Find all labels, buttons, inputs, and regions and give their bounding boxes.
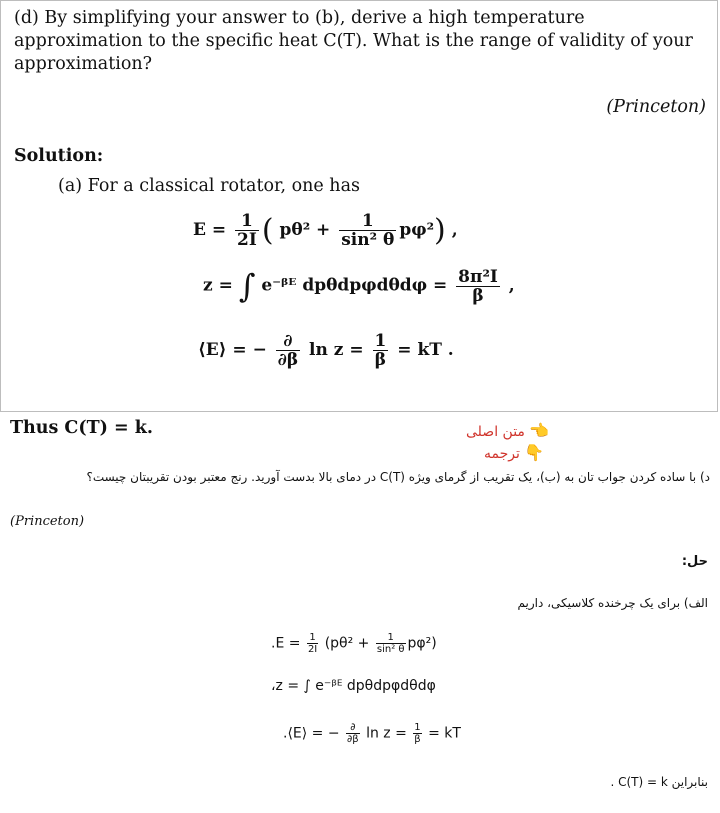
persian-equation-partition: ،z = ∫ e⁻ᵝᴱ dpθdpφdθdφ: [271, 678, 436, 694]
eq3-mid: ln z =: [309, 340, 364, 360]
eq1-p-phi: pφ²: [399, 220, 435, 240]
eq1-trail: ,: [451, 220, 458, 240]
eq2-lhs: z =: [203, 275, 233, 296]
original-text-badge[interactable]: 👈 متن اصلی: [466, 421, 550, 440]
persian-source-label: (Princeton): [10, 514, 85, 529]
persian-part-a-intro: الف) برای یک چرخنده کلاسیکی، داریم: [517, 596, 708, 610]
eq3-fraction-1: $\frac{\partial}{\partial\beta}$: [277, 331, 299, 370]
eq1-fraction-2: $\frac{1}{\text{sin² θ}}$: [341, 211, 395, 250]
persian-equation-energy: .E = $\frac{1}{2I}$ (pθ² + $\frac{1}{\text{sin² θ}}$ pφ²): [271, 632, 437, 655]
eq2-trail: ,: [508, 275, 515, 296]
eq3-lhs: ⟨E⟩ = −: [198, 340, 267, 360]
eq1-lhs: E =: [193, 220, 227, 240]
persian-question-d: د) با ساده کردن جواب تان به (ب)، یک تقریب از گرمای ویژه C(T) در دمای بالا بدست آورید. رنج معتبر بودن تقریبتان چیست؟: [86, 470, 710, 484]
equation-mean-energy: [198, 332, 454, 369]
eq3-rhs: = kT .: [397, 340, 454, 360]
question-d-text: (d) By simplifying your answer to (b), derive a high temperature approximation to the specific heat C(T). What is the range of validity of your approximation?: [14, 8, 693, 74]
equation-energy: E = $\frac{1}{2I}$ ( pθ² + $\frac{1}{\text{sin² θ}}$ pφ²) ,: [193, 211, 458, 250]
pointing-hand-icon: 👇: [524, 443, 545, 462]
solution-heading: Solution:: [14, 146, 104, 166]
eq1-p-theta: pθ² +: [279, 220, 331, 240]
persian-equation-mean-energy: .⟨E⟩ = − $\frac{\partial}{\partial\beta}$ ln z = $\frac{1}{\beta}$ = kT: [283, 722, 461, 745]
part-a-intro: (a) For a classical rotator, one has: [58, 176, 360, 196]
eq1-fraction-1: $\frac{1}{2I}$: [237, 211, 257, 250]
integral-symbol: ∫: [238, 267, 256, 305]
persian-conclusion: بنابراین C(T) = k .: [610, 775, 708, 789]
eq2-fraction: $\frac{\text{8π²I}}{\beta}$: [458, 266, 498, 306]
source-label: (Princeton): [606, 97, 706, 117]
pointing-hand-icon: 👈: [529, 421, 550, 440]
persian-solution-heading: حل:: [681, 554, 708, 569]
eq2-body: e⁻ᵝᴱ dpθdpφdθdφ =: [261, 275, 448, 296]
equation-partition: [203, 267, 515, 305]
conclusion-text: Thus C(T) = k.: [10, 418, 153, 438]
translation-badge[interactable]: 👇 ترجمه: [484, 443, 545, 462]
eq3-fraction-2: $\frac{1}{\beta}$: [374, 331, 387, 370]
